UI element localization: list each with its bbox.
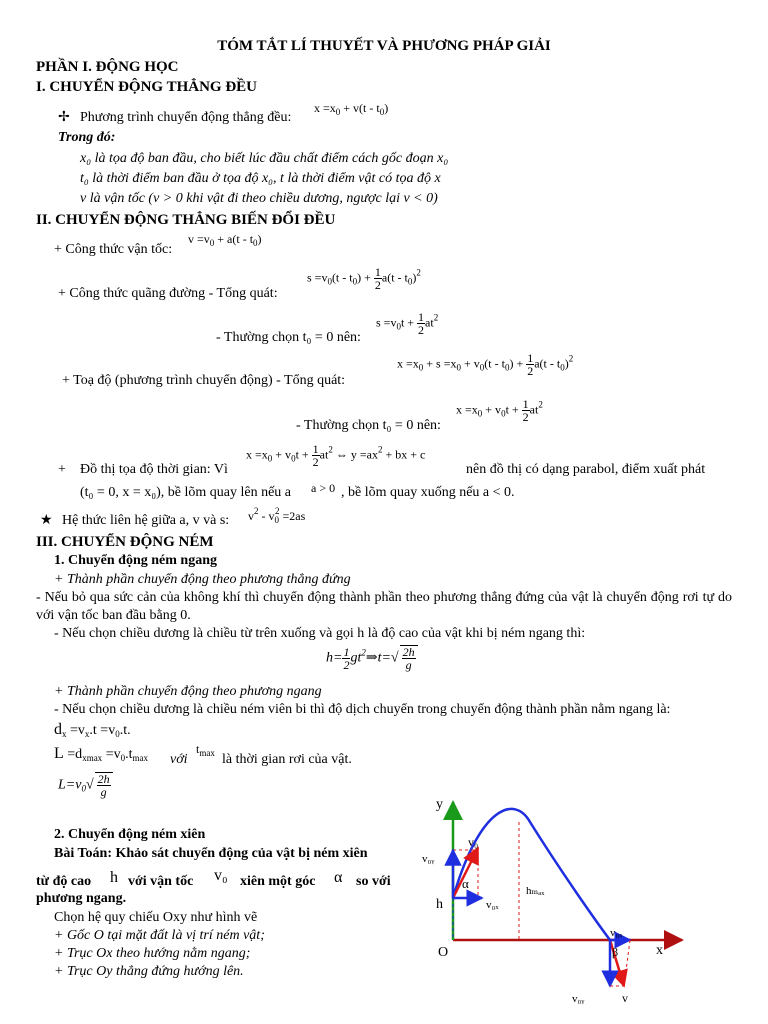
problem-with-velocity: với vận tốc: [128, 874, 194, 889]
vertical-title: + Thành phần chuyển động theo phương thẳng đứng: [54, 572, 351, 587]
distance-label: + Công thức quãng đường - Tổng quát:: [58, 286, 278, 301]
formula-coord-special: $x =x_0 + v_0t$ + $\frac{1}{2}$ $at^2$: [456, 397, 543, 424]
formula-uniform: $x =x_0 + v(t - t_0)$: [314, 101, 389, 117]
label-v0x: v₀ₓ: [486, 899, 499, 911]
projectile-diagram: [420, 790, 690, 1010]
formula-distance-special: $s =v_0t$ + $\frac{1}{2}$ $at^2$: [376, 310, 439, 337]
formula-relation: $v^2 - v_0^2 =2as$: [248, 506, 306, 525]
vertical-paragraph-1: - Nếu bỏ qua sức cản của không khí thì chuyển động thành phần theo phương thẳng đứng của vật là chuyển động rơi tự do với vận tốc ban đầu bằng 0.: [36, 590, 732, 624]
def-t0: t₀ là thời điểm ban đầu ở tọa độ x₀, t là thời điểm vật có tọa độ x: [80, 171, 441, 186]
horizontal-title: + Thành phần chuyển động theo phương ngang: [54, 684, 322, 699]
tmax-desc: là thời gian rơi của vật.: [222, 752, 352, 767]
problem-line-3: phương ngang.: [36, 891, 127, 906]
label-v0x-right: v₀ₓ: [610, 927, 623, 939]
def-v: v là vận tốc (v > 0 khi vật đi theo chiều dương, ngược lại v < 0): [80, 191, 438, 206]
formula-range: $L=v_0√$ $\frac{2h}{g}$: [58, 772, 113, 798]
with-word: với: [170, 752, 188, 767]
graph-line2-b: , bề lõm quay xuống nếu a < 0.: [341, 485, 515, 500]
symbol-v0: v₀: [214, 867, 228, 884]
formula-parabola: $x =x_0 + v_0t$ + $\frac{1}{2}$ $at^2$ ⇔ $y =ax^2$ + bx + c: [246, 442, 426, 469]
sub1-heading: 1. Chuyển động ném ngang: [54, 553, 217, 568]
label-origin: O: [438, 945, 449, 960]
graph-tail: nên đồ thị có dạng parabol, điểm xuất phát: [466, 462, 706, 477]
formula-distance-general: $s =v_0(t - t_0)$ + $\frac{1}{2}$ $a(t - t_0)^2$: [307, 265, 421, 292]
label-h: h: [436, 897, 443, 912]
coord-label: + Toạ độ (phương trình chuyển động) - Tổng quát:: [62, 373, 346, 388]
a-positive: a > 0: [311, 481, 336, 495]
label-y: y: [436, 797, 443, 812]
formula-fall-time: h= $\frac{1}{2}$ $gt^2\Rightarrow t=√$ $\frac{2h}{g}$: [326, 645, 418, 671]
label-beta: β: [612, 945, 619, 959]
label-v0y-bottom: v₀ᵧ: [572, 993, 585, 1005]
v-guide-v: [624, 940, 630, 986]
distance-special-label: - Thường chọn t₀ = 0 nên:: [216, 330, 361, 345]
where-label: Trong đó:: [58, 130, 116, 145]
eq-label-uniform: Phương trình chuyển động thẳng đều:: [80, 110, 292, 125]
symbol-h: h: [110, 869, 118, 886]
problem-line-1: Bài Toán: Khảo sát chuyển động của vật bị ném xiên: [54, 846, 368, 861]
def-x0: x₀ là tọa độ ban đầu, cho biết lúc đầu chất điểm cách gốc đoạn x₀: [80, 151, 449, 166]
trajectory: [453, 809, 610, 940]
graph-label: Đồ thị tọa độ thời gian: Vì: [80, 462, 228, 477]
part-heading: PHẦN I. ĐỘNG HỌC: [36, 59, 179, 75]
bullet-icon: ✢: [58, 110, 70, 125]
label-alpha: α: [462, 876, 469, 891]
page-title: TÓM TẮT LÍ THUYẾT VÀ PHƯƠNG PHÁP GIẢI: [217, 38, 551, 54]
origin-note: + Gốc O tại mặt đất là vị trí ném vật;: [54, 928, 265, 943]
label-v: v: [622, 991, 628, 1005]
ox-note: + Trục Ox theo hướng nằm ngang;: [54, 946, 251, 961]
formula-coord-general: $x =x_0 + s =x_0 + v_0(t - t_0)$ + $\frac{1}{2}$ $a(t - t_0)^2$: [397, 351, 574, 378]
vertical-paragraph-2: - Nếu chọn chiều dương là chiều từ trên xuống và gọi h là độ cao của vật khi bị ném ngang thì:: [54, 626, 586, 641]
graph-bullet: +: [58, 462, 66, 477]
relation-label: Hệ thức liên hệ giữa a, v và s:: [62, 513, 230, 528]
horizontal-paragraph: - Nếu chọn chiều dương là chiều ném viên bi thì độ dịch chuyển trong chuyển động thành phần nằm ngang là:: [54, 702, 671, 717]
formula-L: $L =d_{xmax} =v_0.t_{max}$: [54, 745, 148, 763]
tmax-symbol: $t_{max}$: [196, 742, 215, 758]
symbol-alpha: α: [334, 869, 343, 886]
section-1-heading: I. CHUYỂN ĐỘNG THẲNG ĐỀU: [36, 79, 257, 95]
problem-from-height: từ độ cao: [36, 874, 92, 889]
section-3-heading: III. CHUYỂN ĐỘNG NÉM: [36, 534, 214, 550]
label-hmax: hₘₐₓ: [526, 885, 545, 897]
label-v0: v₀: [468, 835, 479, 849]
label-x: x: [656, 943, 663, 958]
formula-velocity: $v =v_0 + a(t - t_0)$: [188, 232, 262, 248]
frame-choice: Chọn hệ quy chiếu Oxy như hình vẽ: [54, 910, 258, 925]
star-icon: ★: [40, 513, 53, 528]
sub2-heading: 2. Chuyển động ném xiên: [54, 827, 206, 842]
graph-line2-a: (t₀ = 0, x = x₀), bề lõm quay lên nếu a: [80, 485, 292, 500]
coord-special-label: - Thường chọn t₀ = 0 nên:: [296, 418, 441, 433]
formula-dx: $d_x =v_x.t =v_0.t$.: [54, 721, 131, 739]
problem-angle: xiên một góc: [240, 874, 316, 889]
velocity-label: + Công thức vận tốc:: [54, 242, 173, 257]
problem-relative: so với: [356, 874, 391, 889]
oy-note: + Trục Oy thẳng đứng hướng lên.: [54, 964, 244, 979]
section-2-heading: II. CHUYỂN ĐỘNG THẲNG BIẾN ĐỔI ĐỀU: [36, 212, 336, 228]
label-v0y-left: v₀ᵧ: [422, 853, 435, 865]
